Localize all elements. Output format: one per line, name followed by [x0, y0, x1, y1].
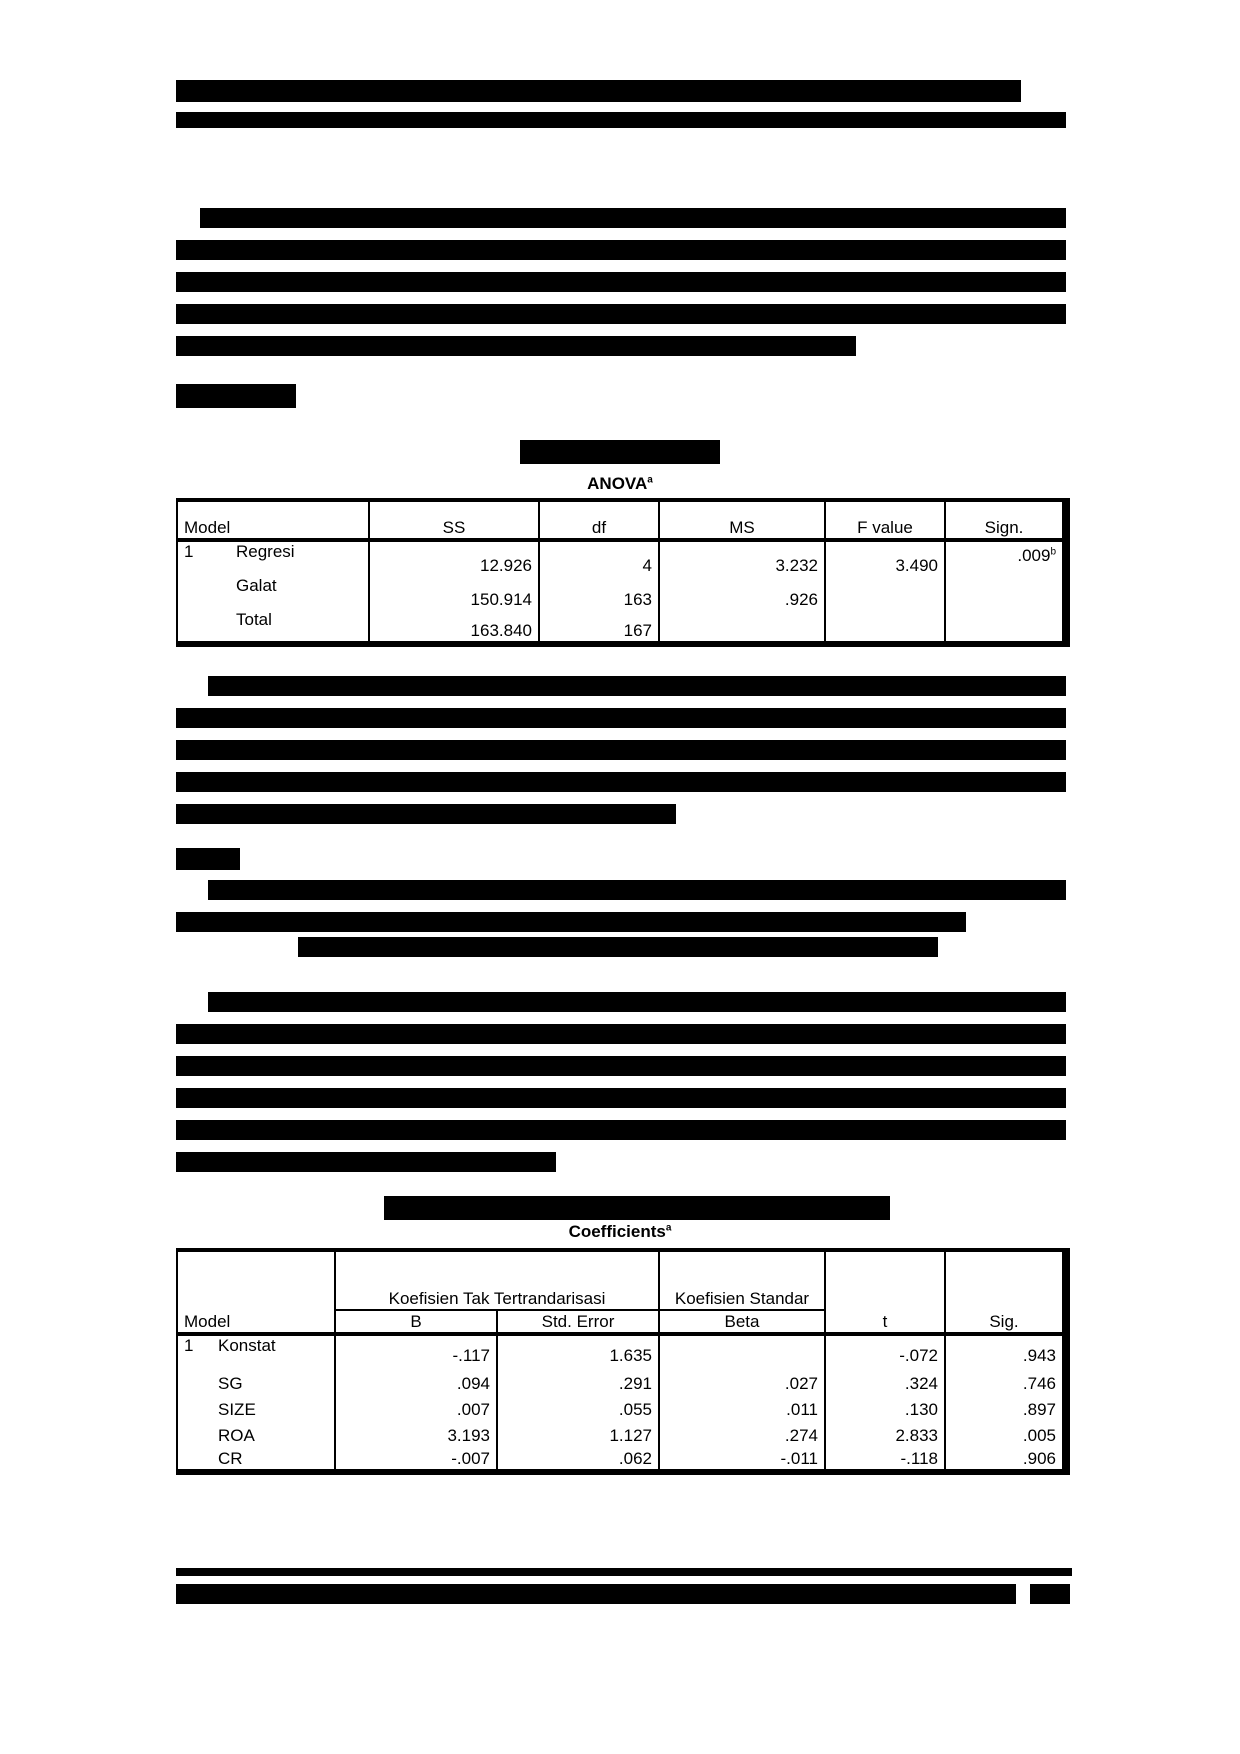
anova-header-row: [177, 500, 1066, 540]
coef-model-no: 1: [184, 1336, 194, 1355]
coef-b: .007: [335, 1394, 497, 1420]
anova-f: 3.490: [825, 540, 945, 576]
coef-redacted-caption: [384, 1196, 890, 1220]
anova-ms: [659, 610, 825, 644]
anova-header-ms: MS: [659, 500, 825, 540]
anova-ss: 150.914: [369, 576, 539, 610]
coef-se: .062: [497, 1446, 659, 1472]
coef-group-header-row: [177, 1250, 1066, 1310]
coef-label: ROA: [218, 1426, 255, 1445]
coef-header-beta: Beta: [659, 1310, 825, 1334]
coef-beta: .274: [659, 1420, 825, 1446]
coef-model-no: [177, 1394, 212, 1420]
anova-sig: [945, 610, 1066, 644]
coef-group-std: Koefisien Standar: [659, 1250, 825, 1310]
anova-df: 163: [539, 576, 659, 610]
anova-model-no: [177, 576, 230, 610]
coef-title-text: Coefficients: [568, 1222, 666, 1241]
coef-se: 1.635: [497, 1334, 659, 1366]
anova-header-sig: Sign.: [945, 500, 1066, 540]
coef-header-sig: Sig.: [945, 1250, 1066, 1334]
anova-ms: 3.232: [659, 540, 825, 576]
coef-header-se: Std. Error: [497, 1310, 659, 1334]
coef-table: [176, 1248, 1070, 1475]
coef-b: .094: [335, 1366, 497, 1394]
coef-model-no: [177, 1366, 212, 1394]
redacted-heading-1: [176, 384, 296, 408]
redacted-equation: [298, 937, 938, 957]
coef-header-t: t: [825, 1250, 945, 1334]
anova-header-model: Model: [177, 500, 369, 540]
table-row: [177, 1446, 1066, 1472]
anova-label: Galat: [236, 576, 277, 595]
anova-header-f: F value: [825, 500, 945, 540]
table-row: [177, 1366, 1066, 1394]
anova-ms: .926: [659, 576, 825, 610]
coef-model-no: [177, 1446, 212, 1472]
anova-df: 4: [539, 540, 659, 576]
coef-t: -.072: [825, 1334, 945, 1366]
anova-sig-sup: b: [1050, 546, 1056, 558]
coef-sig: .906: [945, 1446, 1066, 1472]
anova-header-ss: SS: [369, 500, 539, 540]
coef-beta: .027: [659, 1366, 825, 1394]
coef-label: SIZE: [218, 1400, 256, 1419]
coef-sig: .943: [945, 1334, 1066, 1366]
coef-t: .130: [825, 1394, 945, 1420]
redacted-heading-2: [176, 848, 240, 870]
anova-sig: [945, 540, 1066, 576]
table-row: [177, 1394, 1066, 1420]
coef-b: 3.193: [335, 1420, 497, 1446]
anova-sig-value: .009: [1017, 546, 1051, 565]
coef-t: 2.833: [825, 1420, 945, 1446]
table-row: [177, 576, 1066, 610]
coef-t: -.118: [825, 1446, 945, 1472]
coef-label: CR: [218, 1449, 243, 1468]
coef-t: .324: [825, 1366, 945, 1394]
anova-model-no: 1: [184, 542, 194, 561]
anova-ss: 12.926: [369, 540, 539, 576]
table-row: [177, 1420, 1066, 1446]
coef-header-b: B: [335, 1310, 497, 1334]
coef-beta: -.011: [659, 1446, 825, 1472]
anova-title-sup: a: [647, 474, 653, 486]
table-row: [177, 1334, 1066, 1366]
coef-title: [0, 1222, 1240, 1242]
coef-beta: [659, 1334, 825, 1366]
anova-df: 167: [539, 610, 659, 644]
anova-label: Total: [236, 610, 272, 629]
anova-title-text: ANOVA: [587, 474, 648, 493]
anova-f: [825, 610, 945, 644]
coef-title-sup: a: [665, 1222, 672, 1234]
coef-model-no: [177, 1420, 212, 1446]
anova-sig: [945, 576, 1066, 610]
table-row: [177, 610, 1066, 644]
coef-sig: .897: [945, 1394, 1066, 1420]
anova-title: [0, 474, 1240, 494]
anova-header-df: df: [539, 500, 659, 540]
coef-header-model: Model: [177, 1250, 335, 1334]
coef-sig: .746: [945, 1366, 1066, 1394]
anova-table: [176, 498, 1070, 647]
anova-ss: 163.840: [369, 610, 539, 644]
anova-f: [825, 576, 945, 610]
anova-redacted-caption: [520, 440, 720, 464]
coef-sig: .005: [945, 1420, 1066, 1446]
footer-rule: [176, 1568, 1072, 1576]
table-row: [177, 540, 1066, 576]
anova-model-no: [177, 610, 230, 644]
coef-se: .291: [497, 1366, 659, 1394]
coef-group-unstd: Koefisien Tak Tertrandarisasi: [335, 1250, 659, 1310]
anova-label: Regresi: [236, 542, 295, 561]
coef-b: -.117: [335, 1334, 497, 1366]
coef-se: .055: [497, 1394, 659, 1420]
coef-b: -.007: [335, 1446, 497, 1472]
coef-se: 1.127: [497, 1420, 659, 1446]
coef-label: SG: [218, 1374, 243, 1393]
coef-label: Konstat: [218, 1336, 276, 1355]
coef-beta: .011: [659, 1394, 825, 1420]
